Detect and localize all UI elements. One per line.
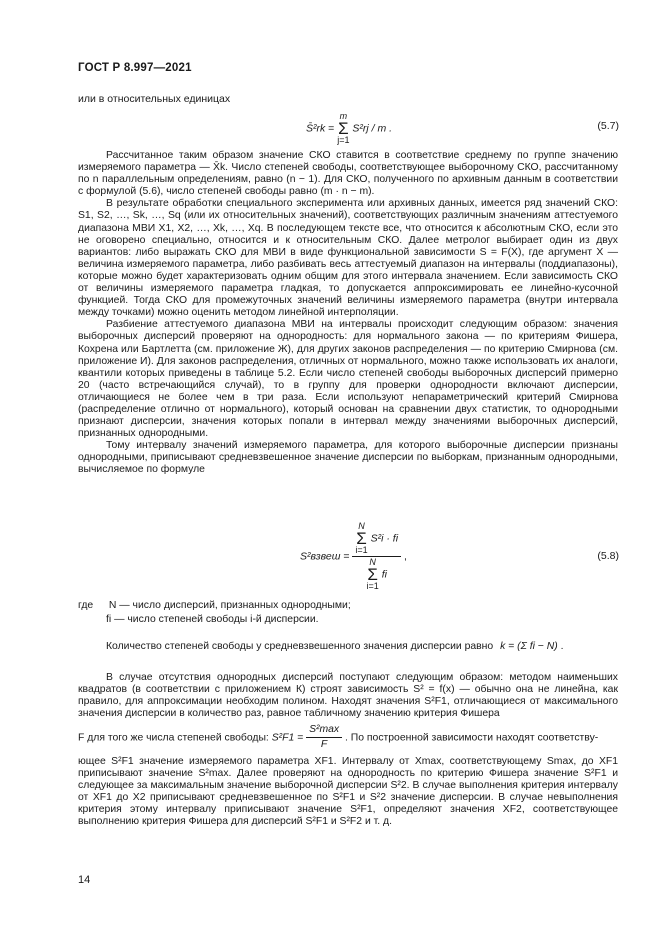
eq58-denominator [352, 557, 401, 591]
eq58-fraction [352, 522, 401, 591]
fisher-den: F [320, 739, 328, 751]
where-item-1: N — число дисперсий, признанных однородными; [108, 600, 351, 611]
dof-end: . [560, 641, 564, 652]
sigma-symbol: Σ [356, 529, 367, 548]
eq58-lhs: S²взвеш [300, 550, 341, 563]
paragraph-2: В результате обработки специального эксперимента или архивных данных, имеется ряд значений СКО: S1, S2, …, Sk, …, Sq (или их относительных значений), соответствующих различным значениям аттестуемого диапазона МВИ X1, X2, …, Xk, …, Xq. В последующем тексте все, что относится к абсолютным СКО, если это не оговорено специально, относится и к относительным СКО. Далее метролог выбирает один из двух вариантов: либо выражать СКО для МВИ в виде функциональной зависимости S = F(X), где аргумент X — величина измеряемого параметра, либо разбивать весь аттестуемый диапазон на интервалы (поддиапазоны), которые можно будет характеризовать одним общим для этого интервала значением. Если зависимость СКО от величины измеряемого параметра гладкая, то допускается аппроксимировать ее линейно-кусочной функцией. Тогда СКО для промежуточных значений величины измеряемого параметра (внутри интервала между точками) можно оценить методом линейной интерполяции. [78, 198, 618, 319]
paragraph-1: Рассчитанное таким образом значение СКО ставится в соответствие среднему по группе значению измеряемого параметра — X̄k. Число степеней свободы, соответствующее выборочному СКО, рассчитанному по n параллельным определениям, равно (n − 1). Для СКО, полученного по архивным данным в соответствии с формулой (5.6), число степеней свободы равно (m · n − m). [78, 150, 618, 198]
eq57-sum-top: m [339, 111, 348, 121]
fisher-post: . По построенной зависимости находят соответству- [345, 732, 599, 744]
equation-5-8 [300, 522, 407, 591]
fisher-line [78, 724, 618, 751]
eq58-den-top: N [369, 557, 376, 567]
fisher-pre: F для того же числа степеней свободы: [78, 732, 269, 744]
eq58-num-body: S²i · fi [370, 532, 399, 545]
dof-expr: k = (Σ fi − N) [500, 641, 558, 652]
dof-text: Количество степеней свободы у средневзвешенного значения дисперсии равно [106, 641, 494, 652]
eq57-lhs: S̄²rk [306, 122, 326, 135]
equation-5-7 [306, 112, 392, 145]
sigma-symbol: Σ [367, 565, 378, 584]
sigma-symbol: Σ [338, 119, 349, 138]
dof-line [106, 641, 563, 652]
eq58-num-bottom: i=1 [355, 545, 368, 555]
intro-line: или в относительных единицах [78, 93, 231, 105]
page-number: 14 [78, 874, 91, 886]
eq58-den-body: fi [381, 568, 387, 581]
where-label: где [78, 600, 94, 611]
eq57-assign: = [328, 122, 335, 135]
eq58-den-bottom: i=1 [366, 581, 379, 591]
eq58-num-sum [355, 522, 367, 555]
body-text-2 [78, 672, 618, 828]
body-text-1 [78, 150, 618, 477]
fisher-fraction [306, 724, 342, 751]
eq58-den-sum [367, 558, 379, 591]
paragraph-3: Разбиение аттестуемого диапазона МВИ на интервалы происходит следующим образом: значения выборочных дисперсий проверяют на однородность: для нормального закона — по критериям Фишера, Кохрена или Бартлетта (см. приложение Ж), для других законов распределения — по критерию Смирнова (см. приложение И). Для законов распределения, отличных от нормального, можно также использовать их аналоги, квантили которых приведены в таблице 5.2. Если число степеней свободы выборочных дисперсий примерно 20 (часто встречающийся случай), то в группу для проверки однородности включают дисперсии, отличающиеся не более чем в три раза. Если используют непараметрический критерий Смирнова (распределение отлично от нормального), который основан на сравнении двух статистик, то однородными признают дисперсии, значения которых попали в интервал между значениями выборочных дисперсий, признанных однородными. [78, 319, 618, 440]
fisher-num: S²max [306, 724, 342, 738]
where-block [78, 599, 351, 627]
fisher-lhs: S²F1 = [271, 732, 304, 744]
paragraph-6: ющее S²F1 значение измеряемого параметра XF1. Интервалу от Xmax, соответствующему Smax, до XF1 приписывают значение S²max. Далее проверяют на однородность по критерию Фишера значение S²F1 и следующее за максимальным значение выборочной дисперсии S²2. В случае выполнения критерия интервалу от XF1 до X2 приписывают средневзвешенное по S²F1 и S²2 значение дисперсии. В случае невыполнения критерия этому интервалу приписывают значение S²F1, определяют значения XF2, соответствующее выполнению критерия Фишера для дисперсий S²F1 и S²F2 и т. д. [78, 755, 618, 828]
paragraph-4: Тому интервалу значений измеряемого параметра, для которого выборочные дисперсии признаны однородными, приписывают средневзвешенное значение дисперсии по выборкам, признанным однородными, вычисляемое по формуле [78, 440, 618, 476]
where-item-2: fi — число степеней свободы i-й дисперсии. [106, 614, 319, 625]
where-row-1 [78, 599, 351, 613]
eq57-sum-bottom: j=1 [337, 135, 350, 145]
eq58-num-top: N [358, 521, 365, 531]
equation-number-5-8: (5.8) [597, 550, 619, 562]
eq57-body: S²rj / m . [352, 122, 393, 135]
document-header: ГОСТ Р 8.997—2021 [78, 62, 192, 74]
eq58-tail: , [403, 550, 407, 563]
equation-number-5-7: (5.7) [597, 120, 619, 132]
paragraph-5: В случае отсутствия однородных дисперсий поступают следующим образом: методом наименьших квадратов (в соответствии с приложением К) строят зависимость S² = f(x) — обычно она не линейна, как правило, для аппроксимации необходим полином. Находят значения S²F1, отличающиеся от максимального значения дисперсии в количество раз, равное табличному значению критерия Фишера [78, 672, 618, 720]
eq58-assign: = [343, 550, 350, 563]
eq57-sum [337, 112, 349, 145]
eq58-numerator [352, 522, 401, 557]
where-row-2 [78, 613, 351, 627]
